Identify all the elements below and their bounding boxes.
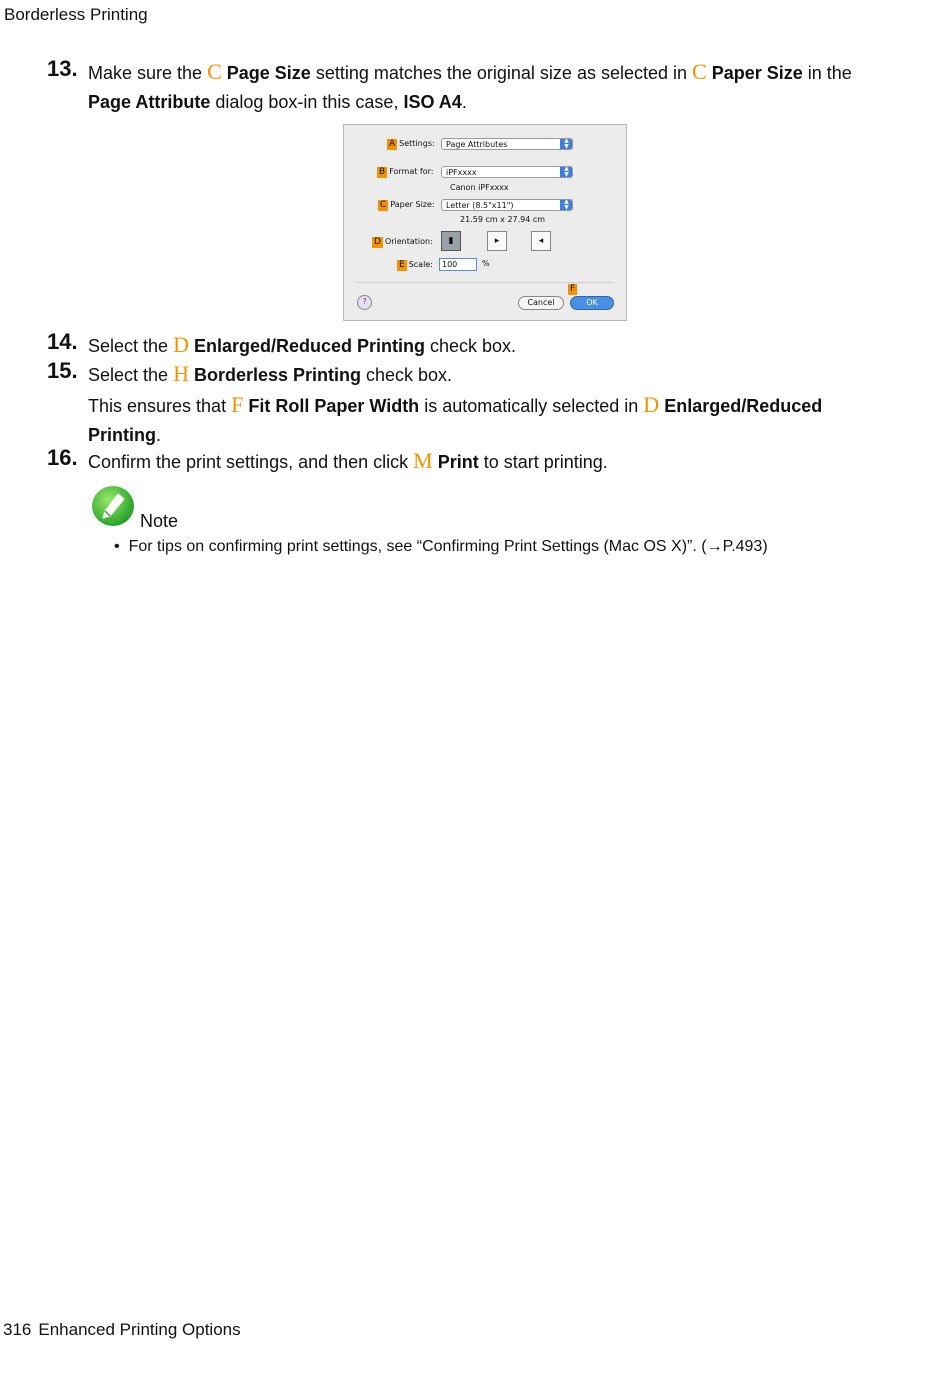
callout-badge: D (374, 237, 381, 247)
section-title: Enhanced Printing Options (38, 1320, 241, 1339)
orientation-landscape-right-button[interactable]: ◂ (531, 231, 551, 251)
step-number: 13. (47, 56, 78, 81)
callout-badge: E (399, 260, 405, 270)
dialog-name: Page Attribute (88, 92, 211, 112)
page-number: 316 (3, 1320, 32, 1339)
label-text: Format for: (389, 167, 434, 176)
step-number: 14. (47, 329, 78, 354)
ok-button[interactable]: OK (570, 296, 614, 310)
callout-marker: F (231, 392, 244, 417)
setting-name: Printing (88, 425, 156, 445)
popup-value: iPFxxxx (446, 168, 477, 177)
button-name: Print (437, 452, 479, 472)
text-segment: This ensures that (88, 396, 232, 416)
help-button[interactable]: ? (357, 295, 372, 310)
callout-badge: A (389, 139, 396, 149)
paper-size-label (378, 199, 435, 211)
popup-value: Page Attributes (446, 140, 508, 149)
running-header: Borderless Printing (4, 5, 148, 24)
page-footer (3, 1320, 248, 1340)
dialog-separator (356, 282, 614, 283)
step-number: 15. (47, 358, 78, 383)
popup-arrows-icon: ▲ ▼ (560, 138, 573, 150)
text-segment: check box. (425, 336, 517, 356)
popup-value: Letter (8.5"x11") (446, 201, 514, 210)
label-text: Orientation: (384, 237, 433, 246)
pencil-note-icon (92, 486, 134, 526)
paper-dimensions: 21.59 cm x 27.94 cm (460, 215, 546, 224)
setting-name: Enlarged/Reduced Printing (193, 336, 425, 356)
settings-popup[interactable] (441, 138, 573, 150)
label-text: Scale: (408, 260, 433, 269)
orientation-label (372, 236, 433, 248)
text-segment: Make sure the (88, 63, 208, 83)
text-segment: in the (802, 63, 852, 83)
text-segment: . (156, 425, 162, 445)
setting-name: Enlarged/Reduced (664, 396, 823, 416)
step-text (88, 330, 908, 361)
text-segment: to start printing. (478, 452, 608, 472)
printer-description: Canon iPFxxxx (450, 183, 509, 192)
cancel-button[interactable]: Cancel (518, 296, 564, 310)
callout-badge: B (379, 167, 386, 177)
step-number: 16. (47, 445, 78, 470)
orientation-landscape-left-button[interactable]: ▸ (487, 231, 507, 251)
callout-marker: D (173, 332, 189, 357)
step-text (88, 446, 908, 477)
format-for-label (377, 166, 433, 178)
popup-arrows-icon: ▲ ▼ (560, 166, 573, 178)
text-segment: check box. (361, 365, 453, 385)
setting-name: Page Size (226, 63, 311, 83)
text-segment: is automatically selected in (419, 396, 644, 416)
callout-badge: C (380, 200, 387, 210)
callout-marker: H (173, 361, 189, 386)
orientation-portrait-button[interactable]: ▮ (441, 231, 461, 251)
scale-unit: % (482, 259, 490, 268)
text-segment: setting matches the original size as selected in (310, 63, 693, 83)
text-segment: Select the (88, 365, 174, 385)
setting-name: Fit Roll Paper Width (248, 396, 420, 416)
step-text (88, 57, 908, 117)
paper-size-value: ISO A4 (403, 92, 462, 112)
paper-size-popup[interactable] (441, 199, 573, 211)
callout-marker: C (692, 59, 707, 84)
callout-marker: M (413, 448, 433, 473)
label-text: Paper Size: (390, 200, 435, 209)
popup-arrows-icon: ▲ ▼ (560, 199, 573, 211)
format-for-popup[interactable] (441, 166, 573, 178)
callout-marker: D (643, 392, 660, 417)
scale-label (397, 259, 433, 271)
scale-input[interactable]: 100 (439, 258, 477, 271)
text-segment: Confirm the print settings, and then click (88, 452, 414, 472)
setting-name: Borderless Printing (193, 365, 362, 385)
note-item (114, 538, 768, 556)
page-attributes-dialog (343, 124, 627, 321)
setting-name: Paper Size (711, 63, 803, 83)
text-segment: Select the (88, 336, 174, 356)
note-title: Note (140, 511, 179, 531)
text-segment: . (461, 92, 467, 112)
note-link-text[interactable]: For tips on confirming print settings, see “Confirming Print Settings (Mac OS X)”. (→P.493) (128, 538, 768, 555)
bullet: • (114, 538, 120, 555)
callout-badge: F (570, 284, 576, 294)
callout-marker: C (207, 59, 222, 84)
settings-label (387, 138, 435, 150)
text-segment: dialog box-in this case, (210, 92, 404, 112)
label-text: Settings: (399, 139, 435, 148)
step-text (88, 359, 908, 450)
